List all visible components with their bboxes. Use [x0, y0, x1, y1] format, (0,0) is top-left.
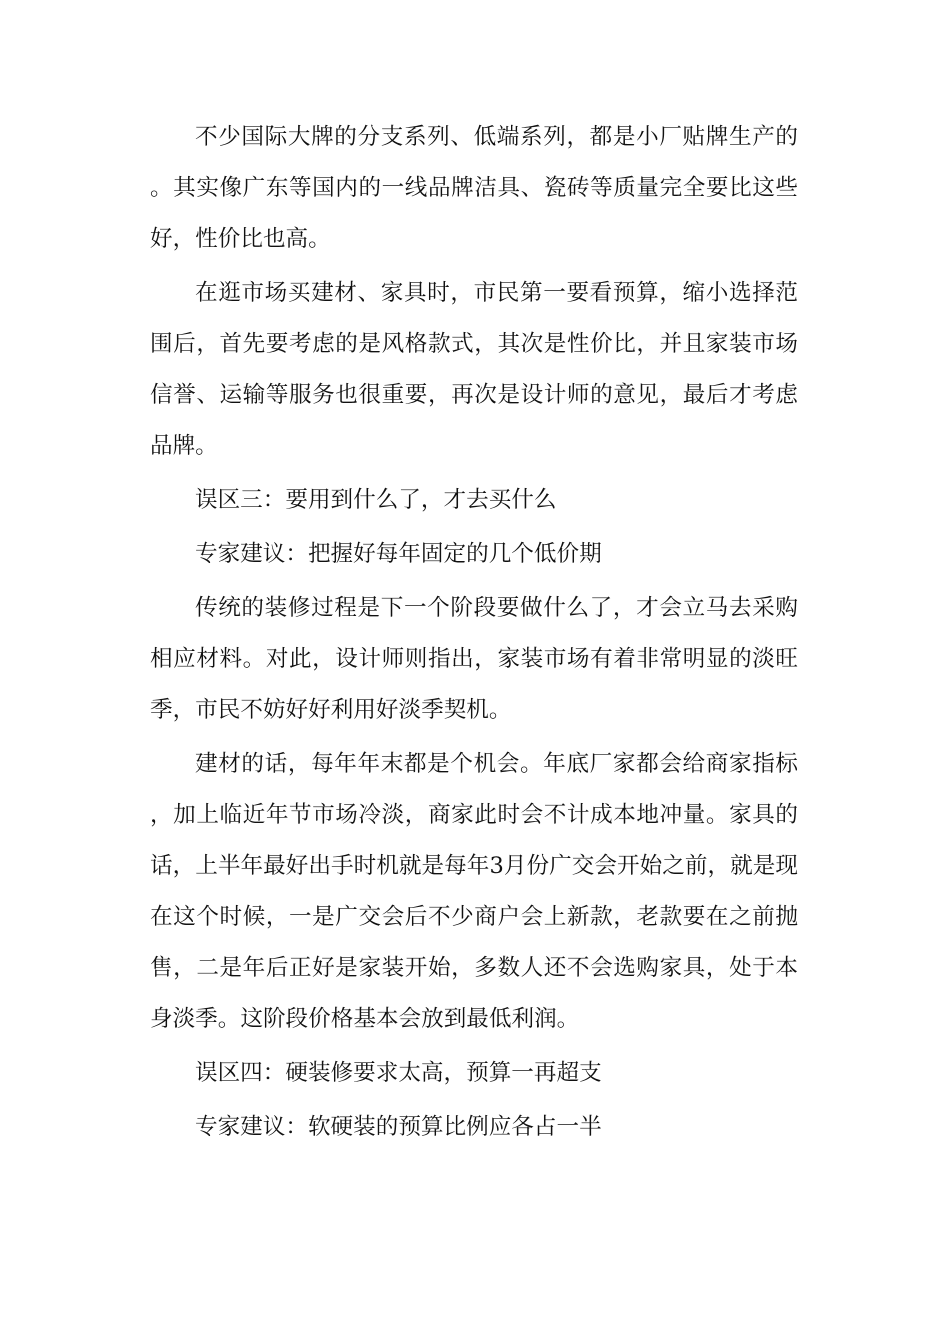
document-body — [150, 112, 798, 1156]
paragraph-seasonal-buying: 传统的装修过程是下一个阶段要做什么了，才会立马去采购相应材料。对此，设计师则指出，家装市场有着非常明显的淡旺季，市民不妨好好利用好淡季契机。 — [150, 595, 798, 723]
paragraph-shopping-priorities: 在逛市场买建材、家具时，市民第一要看预算，缩小选择范围后，首先要考虑的是风格款式，其次是性价比，并且家装市场信誉、运输等服务也很重要，再次是设计师的意见，最后才考虑品牌。 — [150, 280, 798, 459]
heading-myth-four: 误区四：硬装修要求太高，预算一再超支 — [195, 1060, 602, 1086]
paragraph-best-timing: 建材的话，每年年末都是个机会。年底厂家都会给商家指标，加上临近年节市场冷淡，商家此时会不计成本地冲量。家具的话，上半年最好出手时机就是每年3月份广交会开始之前，就是现在这个时候，一是广交会后不少商户会上新款，老款要在之前抛售，二是年后正好是家装开始，多数人还不会选购家具，处于本身淡季。这阶段价格基本会放到最低利润。 — [150, 751, 798, 1032]
heading-myth-three: 误区三：要用到什么了，才去买什么 — [195, 487, 557, 513]
paragraph-brand-oem: 不少国际大牌的分支系列、低端系列，都是小厂贴牌生产的。其实像广东等国内的一线品牌洁具、瓷砖等质量完全要比这些好，性价比也高。 — [150, 124, 798, 252]
heading-expert-advice-three: 专家建议：把握好每年固定的几个低价期 — [195, 541, 602, 567]
heading-expert-advice-four: 专家建议：软硬装的预算比例应各占一半 — [195, 1114, 602, 1140]
